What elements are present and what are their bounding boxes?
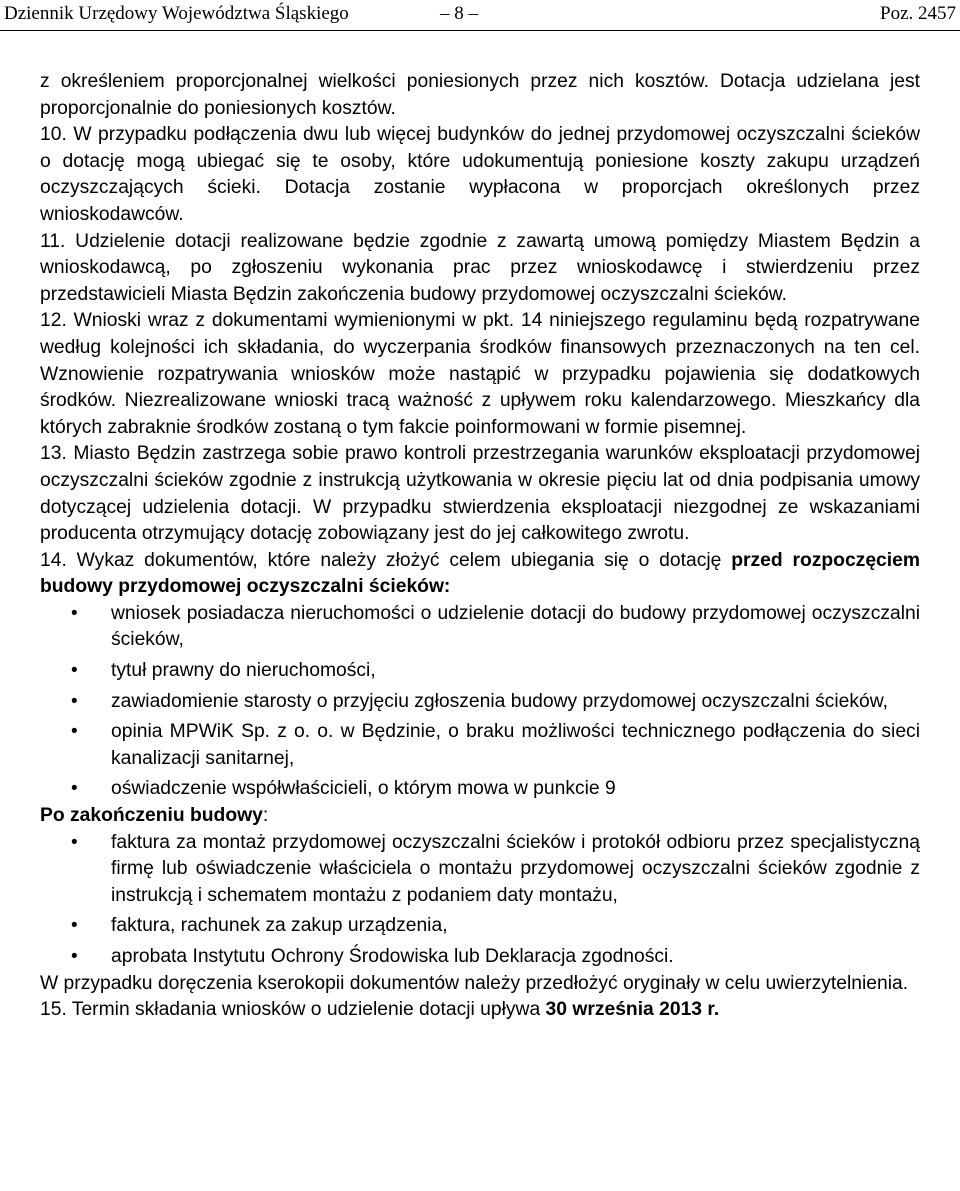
paragraph-11: 11. Udzielenie dotacji realizowane będzie zgodnie z zawartą umową pomiędzy Miastem Będzin a wnioskodawcą, po zgłoszeniu wykonania prac przez wnioskodawcę i stwierdzeniu przez przedstawicieli Miasta Będzin zakończenia budowy przydomowej oczyszczalni ścieków.	[40, 230, 920, 305]
paragraph-13: 13. Miasto Będzin zastrzega sobie prawo kontroli przestrzegania warunków eksploatacji przydomowej oczyszczalni ścieków zgodnie z instrukcją użytkowania w okresie pięciu lat od dnia podpisania umowy dotyczącej udzielenia dotacji. W przypadku stwierdzenia eksploatacji niezgodnej ze wskazaniami producenta otrzymujący dotację zobowiązany jest do jej całkowitego zwrotu.	[40, 443, 920, 545]
paragraph-10: 10. W przypadku podłączenia dwu lub więcej budynków do jednej przydomowej oczyszczalni ścieków o dotację mogą ubiegać się te osoby, które udokumentują poniesione koszty zakupu urządzeń oczyszczających ścieki. Dotacja zostanie wypłacona w proporcjach określonych przez wnioskodawców.	[40, 124, 920, 225]
paragraph-15	[40, 997, 920, 1024]
paragraph-15-text: 15. Termin składania wniosków o udzielenie dotacji upływa	[40, 999, 546, 1021]
documents-before-list	[40, 601, 920, 803]
list-item: • tytuł prawny do nieruchomości,	[40, 658, 920, 685]
list-item: • faktura za montaż przydomowej oczyszczalni ścieków i protokół odbioru przez specjalistyczną firmę lub oświadczenie właściciela o montażu przydomowej oczyszczalni ścieków zgodnie z instrukcją i schematem montażu z podaniem daty montażu,	[71, 831, 920, 906]
paragraph-12: 12. Wnioski wraz z dokumentami wymienionymi w pkt. 14 niniejszego regulaminu będą rozpatrywane według kolejności ich składania, do wyczerpania środków finansowych przeznaczonych na ten cel. Wznowienie rozpatrywania wniosków może nastąpić w przypadku pojawienia się dodatkowych środków. Niezrealizowane wnioski tracą ważność z upływem roku kalendarzowego. Mieszkańcy dla których zabraknie środków zostaną o tym fakcie poinformowani w formie pisemnej.	[40, 310, 920, 438]
document-body	[40, 69, 920, 1024]
bullet-icon: •	[71, 778, 78, 800]
bullet-icon: •	[71, 690, 78, 712]
documents-after-list	[40, 830, 920, 971]
paragraph-14	[40, 548, 920, 601]
list-item: • aprobata Instytutu Ochrony Środowiska lub Deklaracja zgodności.	[40, 944, 920, 971]
bullet-icon: •	[71, 721, 78, 743]
after-construction-heading-bold: Po zakończeniu budowy	[40, 805, 263, 827]
list-item: • opinia MPWiK Sp. z o. o. w Będzinie, o braku możliwości technicznego podłączenia do sieci kanalizacji sanitarnej,	[71, 721, 920, 769]
bullet-icon: •	[71, 660, 78, 682]
list-item: • wniosek posiadacza nieruchomości o udzielenie dotacji do budowy przydomowej oczyszczalni ścieków,	[71, 602, 920, 651]
paragraph-14-text: 14. Wykaz dokumentów, które należy złożyć celem ubiegania się o dotację	[40, 549, 732, 571]
bullet-icon: •	[71, 915, 78, 937]
bullet-icon: •	[71, 946, 78, 967]
deadline-date: 30 września 2013 r.	[545, 999, 720, 1021]
header-rule	[0, 30, 960, 31]
page-number: – 8 –	[440, 3, 478, 24]
paragraph-14-bold: przed rozpoczęciem budowy przydomowej oczyszczalni ścieków:	[40, 549, 920, 598]
position-number: Poz. 2457	[880, 3, 956, 24]
after-construction-heading-colon: :	[262, 805, 269, 827]
bullet-icon: •	[71, 831, 78, 853]
copies-note: W przypadku doręczenia kserokopii dokumentów należy przedłożyć oryginały w celu uwierzytelnienia.	[40, 972, 909, 994]
paragraph-continuation: z określeniem proporcjonalnej wielkości poniesionych przez nich kosztów. Dotacja udzielana jest proporcjonalnie do poniesionych kosztów.	[40, 71, 920, 119]
after-construction-heading	[40, 803, 920, 830]
list-item: • zawiadomienie starosty o przyjęciu zgłoszenia budowy przydomowej oczyszczalni ścieków,	[40, 689, 920, 716]
list-item: • oświadczenie współwłaścicieli, o którym mowa w punkcie 9	[40, 776, 920, 803]
page-header	[0, 0, 960, 32]
list-item: • faktura, rachunek za zakup urządzenia,	[40, 913, 920, 940]
bullet-icon: •	[71, 602, 78, 624]
journal-title: Dziennik Urzędowy Województwa Śląskiego	[4, 3, 349, 24]
